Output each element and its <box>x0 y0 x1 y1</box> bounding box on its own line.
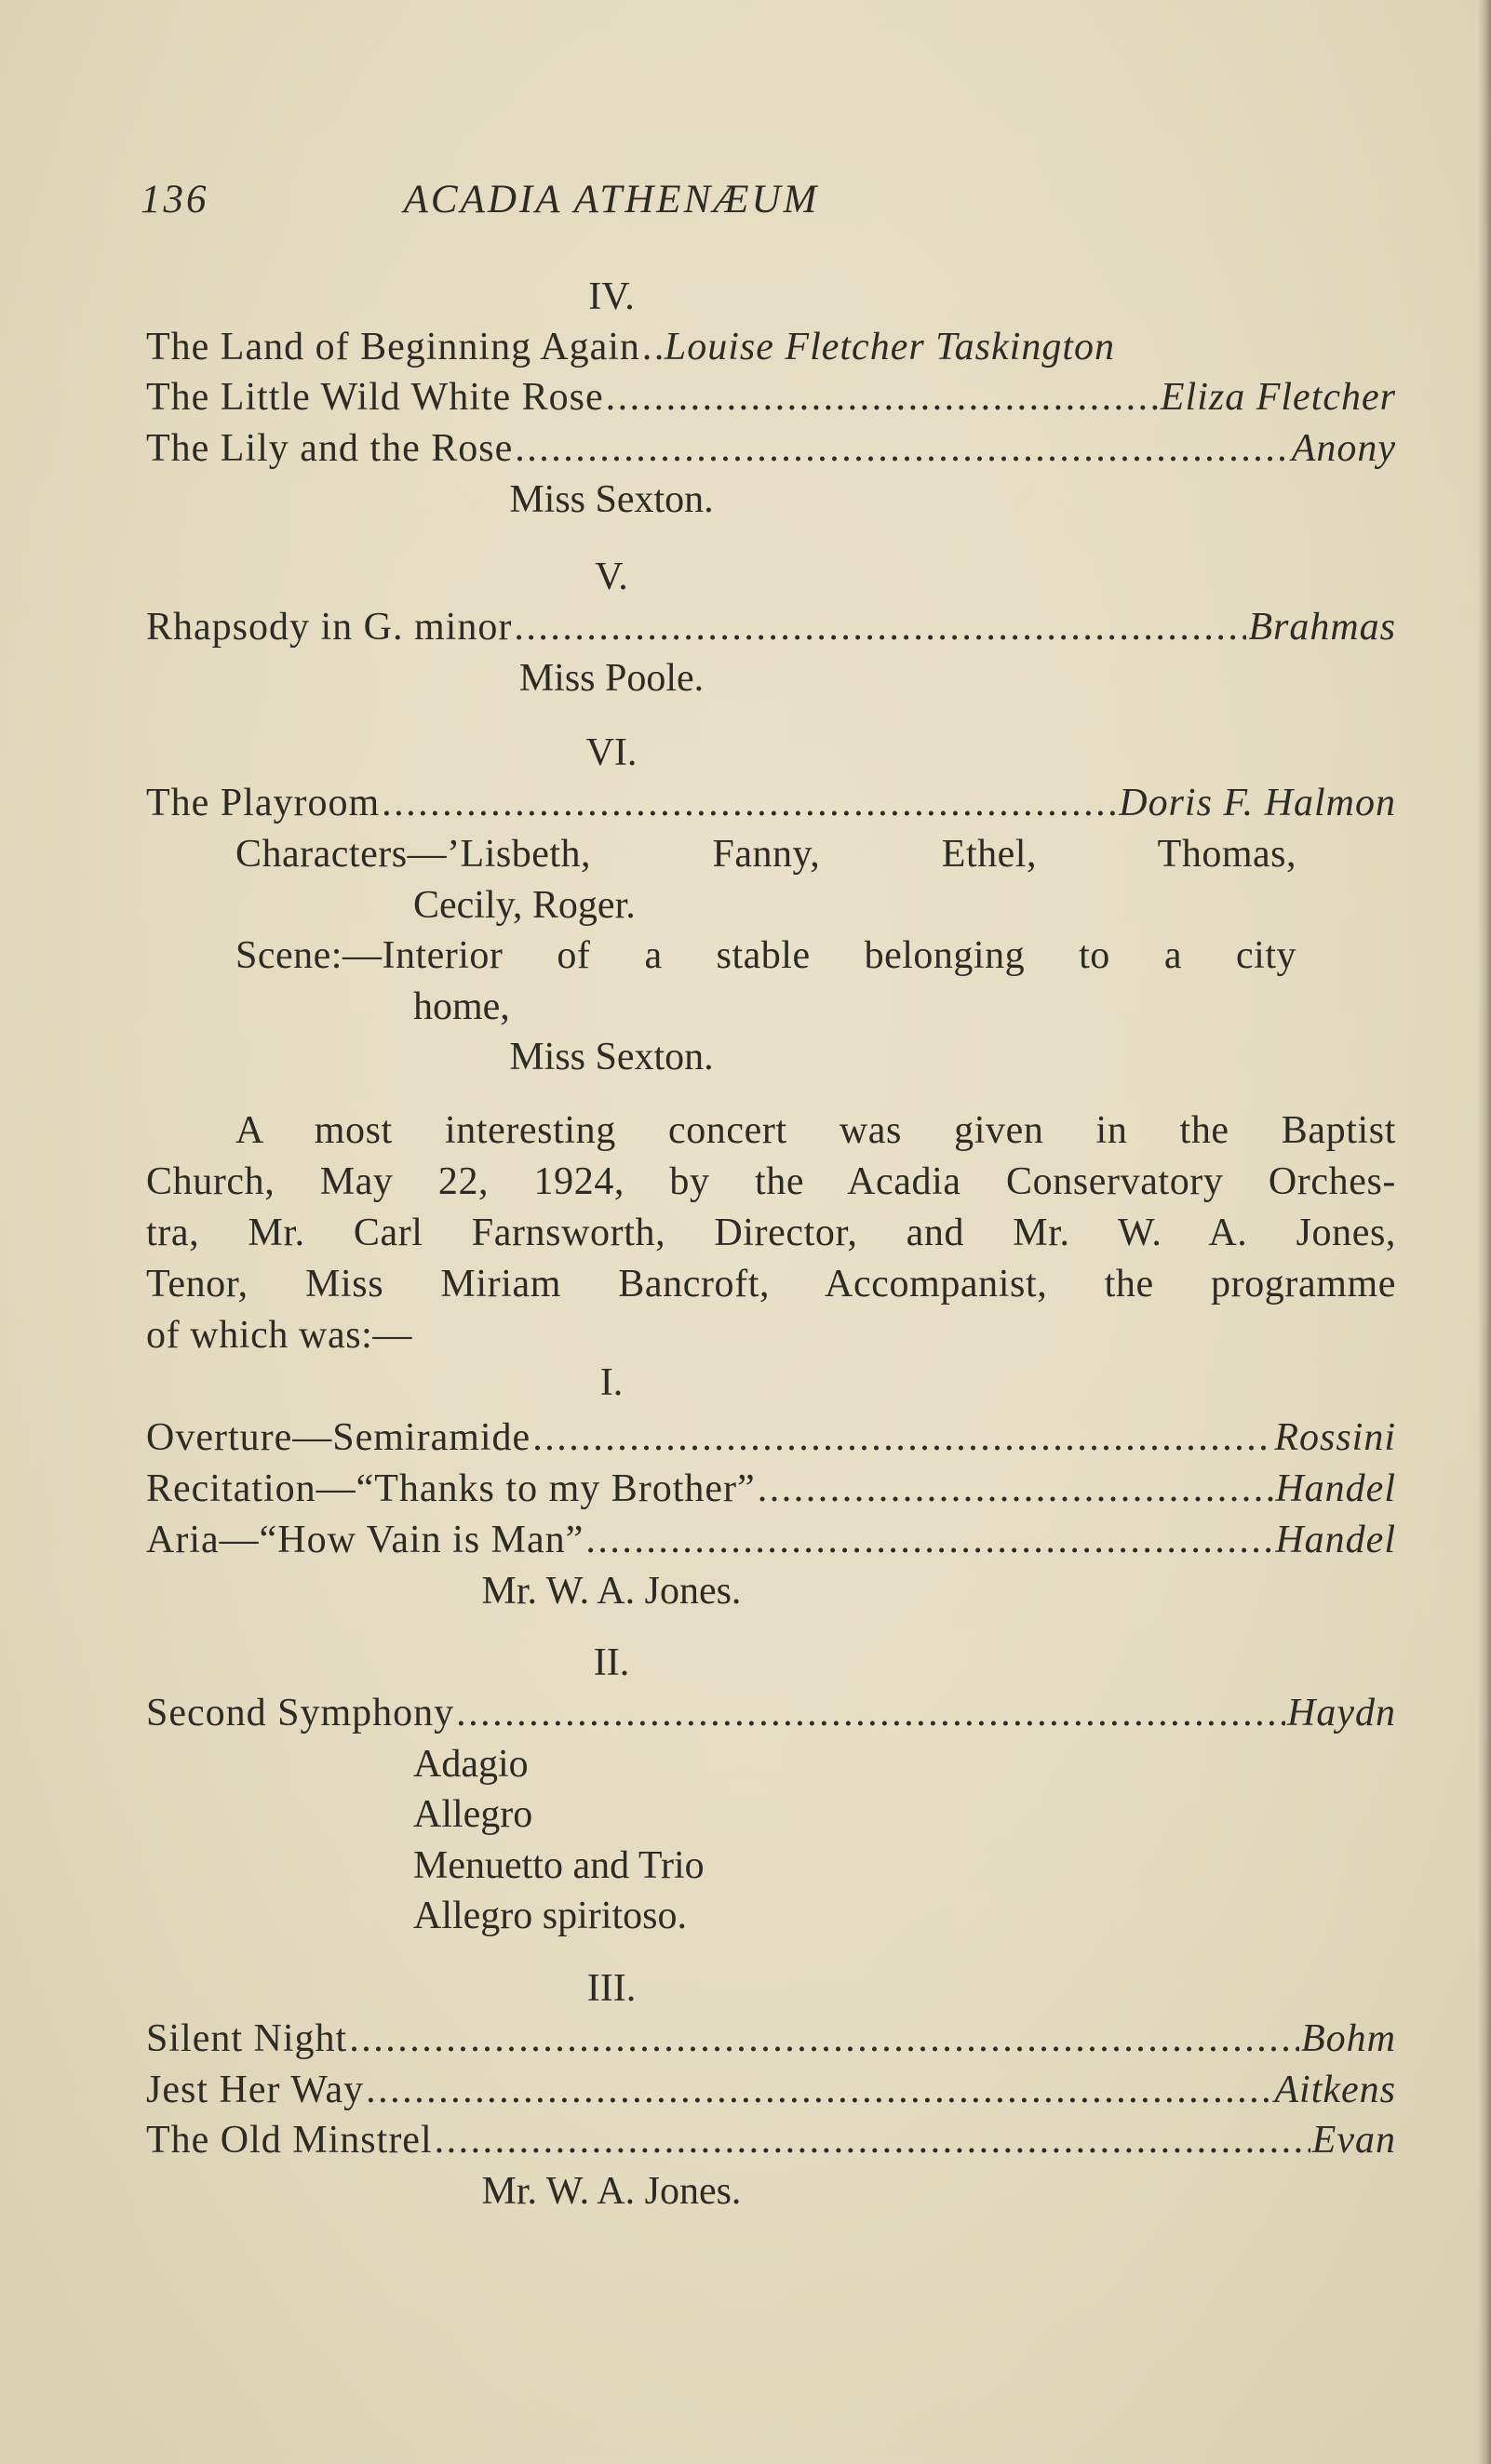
program-entry <box>146 1413 1396 1463</box>
paragraph-line: A most interesting concert was given in the Baptist <box>235 1109 1396 1152</box>
program-entry <box>146 602 1396 652</box>
dot-leader <box>382 778 1117 828</box>
characters-line-continued: Cecily, Roger. <box>413 884 636 927</box>
paragraph-line: of which was:— <box>146 1314 413 1357</box>
dot-leader <box>585 1515 1273 1565</box>
movement-item: Adagio <box>413 1743 529 1786</box>
page-number: 136 <box>141 178 209 221</box>
dot-leader <box>366 2065 1272 2115</box>
entry-composer: Eliza Fletcher <box>1160 376 1396 419</box>
program-entry <box>146 2014 1396 2064</box>
entry-composer: Bohm <box>1301 2017 1396 2060</box>
entry-title: Overture—Semiramide <box>146 1416 531 1459</box>
section-numeral: II. <box>593 1641 630 1684</box>
dot-leader <box>514 602 1246 652</box>
entry-title: Silent Night <box>146 2017 348 2060</box>
entry-title: The Lily and the Rose <box>146 427 514 470</box>
entry-composer: Rossini <box>1274 1416 1396 1459</box>
entry-composer: Brahmas <box>1248 606 1396 649</box>
entry-title: Aria—“How Vain is Man” <box>146 1519 584 1561</box>
dot-leader <box>456 1688 1285 1738</box>
section-numeral: VI. <box>585 731 638 774</box>
program-entry <box>146 1688 1396 1738</box>
dot-leader <box>349 2014 1299 2064</box>
movement-item: Menuetto and Trio <box>413 1844 705 1887</box>
dot-leader <box>758 1464 1274 1514</box>
entry-title: The Old Minstrel <box>146 2119 433 2162</box>
dot-leader <box>642 322 663 372</box>
dot-leader <box>515 423 1289 474</box>
entry-title: Recitation—“Thanks to my Brother” <box>146 1467 756 1510</box>
program-entry <box>146 423 1396 474</box>
program-entry <box>146 1464 1396 1514</box>
movement-item: Allegro spiritoso. <box>413 1895 687 1937</box>
entry-title: The Land of Beginning Again <box>146 326 640 368</box>
characters-line: Characters—’Lisbeth, Fanny, Ethel, Thomas, <box>235 833 1296 876</box>
program-entry <box>146 1515 1396 1565</box>
entry-composer: Handel <box>1275 1519 1396 1561</box>
entry-composer: Handel <box>1275 1467 1396 1510</box>
entry-title: Second Symphony <box>146 1692 455 1734</box>
entry-title: Jest Her Way <box>146 2069 365 2111</box>
movement-item: Allegro <box>413 1793 533 1836</box>
program-entry <box>146 2115 1396 2165</box>
running-header <box>141 177 1396 223</box>
performer-credit: Mr. W. A. Jones. <box>481 1570 742 1613</box>
program-entry <box>146 372 1396 422</box>
paragraph-line: Church, May 22, 1924, by the Acadia Conservatory Orches- <box>146 1160 1396 1203</box>
entry-title: Rhapsody in G. minor <box>146 606 513 649</box>
entry-composer: Haydn <box>1287 1692 1396 1734</box>
entry-composer: Doris F. Halmon <box>1119 782 1396 824</box>
concert-description-paragraph <box>146 1105 1396 1361</box>
scene-line-continued: home, <box>413 985 510 1028</box>
performer-credit: Miss Sexton. <box>509 1036 714 1078</box>
program-entry <box>146 322 1396 372</box>
entry-composer: Aitkens <box>1274 2069 1396 2111</box>
page-edge-shadow <box>1478 0 1491 2464</box>
program-entry <box>146 778 1396 828</box>
dot-leader <box>435 2115 1310 2165</box>
entry-title: The Playroom <box>146 782 381 824</box>
performer-credit: Miss Poole. <box>518 657 705 700</box>
scene-line: Scene:—Interior of a stable belonging to a city <box>235 934 1296 977</box>
paragraph-line: tra, Mr. Carl Farnsworth, Director, and Mr. W. A. Jones, <box>146 1212 1396 1254</box>
entry-composer: Evan <box>1311 2119 1396 2162</box>
section-numeral: V. <box>595 556 628 598</box>
performer-credit: Mr. W. A. Jones. <box>481 2170 742 2213</box>
program-entry <box>146 2065 1396 2115</box>
section-numeral: I. <box>599 1361 624 1404</box>
entry-composer: Anony <box>1291 427 1396 470</box>
section-numeral: IV. <box>588 275 635 318</box>
running-title: ACADIA ATHENÆUM <box>403 178 820 221</box>
dot-leader <box>606 372 1159 422</box>
dot-leader <box>532 1413 1272 1463</box>
section-numeral: III. <box>586 1967 637 2010</box>
entry-title: The Little Wild White Rose <box>146 376 604 419</box>
entry-composer: Louise Fletcher Taskington <box>664 326 1116 368</box>
performer-credit: Miss Sexton. <box>509 478 714 521</box>
paragraph-line: Tenor, Miss Miriam Bancroft, Accompanist, the programme <box>146 1263 1396 1306</box>
